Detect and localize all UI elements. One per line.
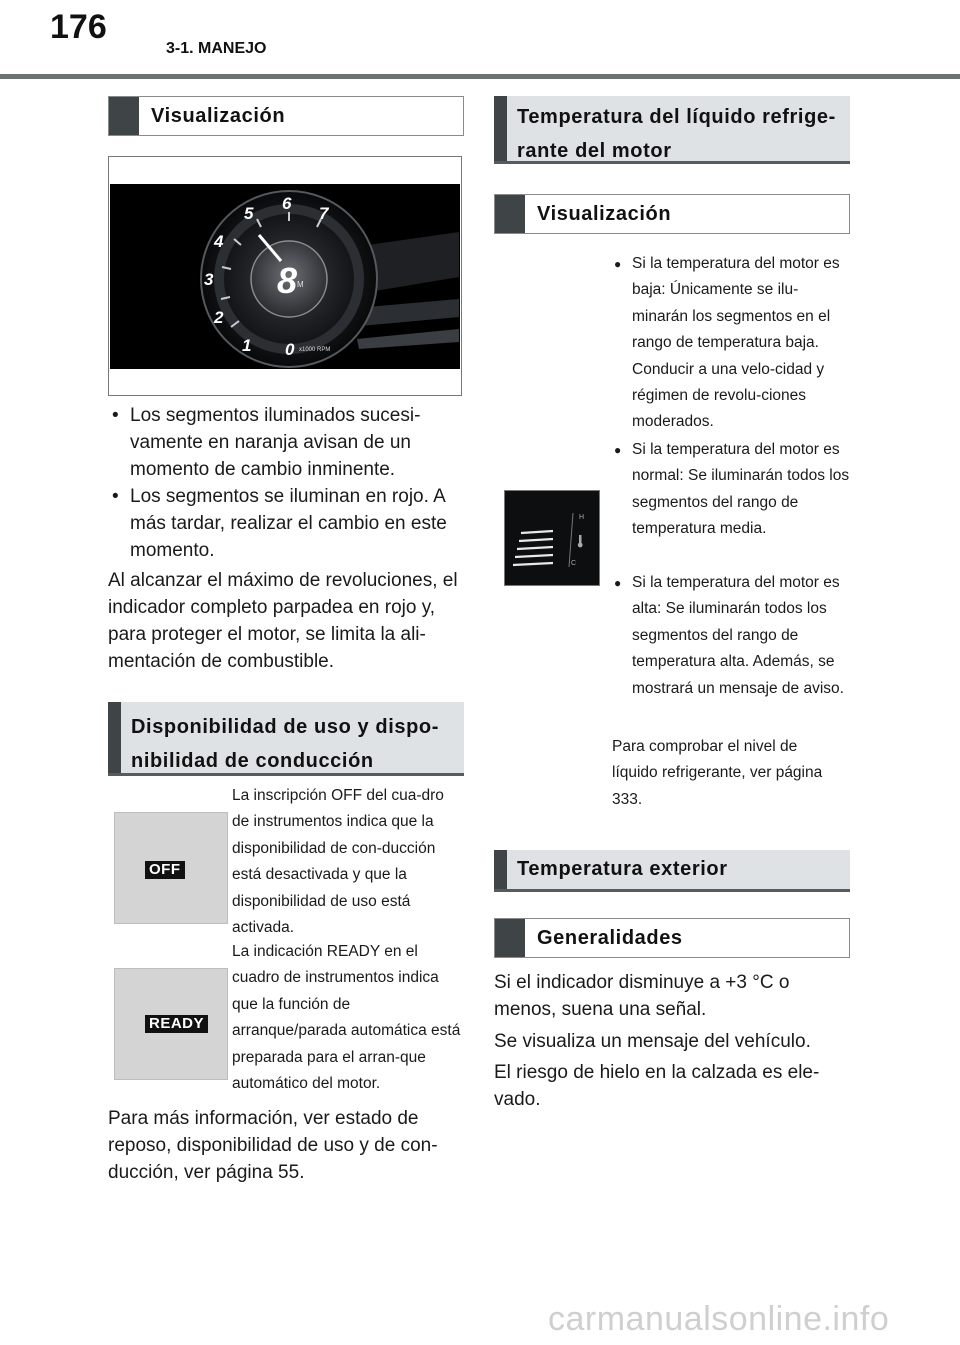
gear-indicator: 8: [277, 260, 298, 301]
watermark: carmanualsonline.info: [548, 1300, 890, 1338]
coolant-note: Para comprobar el nivel de líquido refrigerante, ver página 333.: [612, 738, 823, 808]
right-box-title: [494, 194, 850, 234]
exterior-paragraph-2: Se visualiza un mensaje del vehículo.: [494, 1031, 811, 1052]
off-indicator-image: [114, 812, 228, 924]
right-box2-title: [494, 918, 850, 958]
section-disponibilidad: [108, 702, 464, 776]
gauge-cold-label: C: [571, 560, 577, 567]
ready-indicator-image: [114, 968, 228, 1080]
gauge-hot-label: H: [579, 514, 585, 521]
gear-mode: M: [297, 280, 304, 289]
tacho-tick-1: 1: [242, 336, 252, 355]
left-bullet-1: • Los segmentos iluminados sucesi-vamente en naranja avisan de un momento de cambio inminente.: [112, 405, 421, 480]
tacho-tick-6: 6: [282, 194, 292, 213]
coolant-gauge-image: [504, 490, 600, 586]
left-box-title-text: Visualización: [151, 104, 286, 127]
tacho-tick-0: 0: [285, 340, 295, 359]
left-footer-paragraph: Para más información, ver estado de reposo, disponibilidad de uso y de con-ducción, ver página 55.: [108, 1108, 438, 1183]
tacho-tick-7: 7: [319, 204, 329, 223]
ready-label: READY: [145, 1015, 208, 1033]
section-heading: 3-1. MANEJO: [166, 40, 267, 57]
right-bullet-3: ● Si la temperatura del motor es alta: Se iluminarán todos los segmentos del rango de temperatura alta. Además, se mostrará un mensaje de aviso.: [614, 574, 844, 697]
tacho-tick-3: 3: [204, 270, 214, 289]
section-disponibilidad-title: Disponibilidad de uso y dispo-nibilidad de conducción: [131, 716, 440, 772]
ready-description: La indicación READY en el cuadro de instrumentos indica que la función de arranque/parada automática está preparada para el arran-que automático del motor.: [232, 943, 461, 1093]
exterior-paragraph-1: Si el indicador disminuye a +3 °C o menos, suena una señal.: [494, 972, 790, 1020]
rpm-unit: x1000 RPM: [299, 347, 331, 353]
tacho-tick-5: 5: [244, 204, 254, 223]
left-box-title: [108, 96, 464, 136]
coolant-thermometer-icon: [578, 535, 583, 547]
page-number: 176: [50, 8, 107, 46]
tacho-tick-4: 4: [214, 232, 224, 251]
right-box2-title-text: Generalidades: [537, 926, 683, 949]
left-bullet-2: • Los segmentos se iluminan en rojo. A más tardar, realizar el cambio en este momento.: [112, 486, 447, 561]
section-exterior-temp: [494, 850, 850, 892]
header-rule: [0, 74, 960, 79]
off-label: OFF: [145, 861, 185, 879]
tachometer-figure: [108, 156, 462, 396]
off-description: La inscripción OFF del cua-dro de instrumentos indica que la disponibilidad de con-ducción está desactivada y que la disponibilidad de uso está activada.: [232, 787, 444, 937]
section-exterior-temp-title: Temperatura exterior: [517, 858, 728, 880]
tacho-tick-2: 2: [214, 308, 224, 327]
right-bullet-2: ● Si la temperatura del motor es normal: Se iluminarán todos los segmentos del rango de temperatura media.: [614, 441, 850, 538]
left-paragraph: Al alcanzar el máximo de revoluciones, el indicador completo parpadea en rojo y, para proteger el motor, se limita la ali-mentación de combustible.: [108, 570, 458, 672]
right-box-title-text: Visualización: [537, 202, 672, 225]
exterior-paragraph-3: El riesgo de hielo en la calzada es ele-vado.: [494, 1062, 820, 1110]
section-coolant-temp: [494, 96, 850, 164]
section-coolant-temp-title: Temperatura del líquido refrige-rante del motor: [517, 106, 836, 162]
tachometer-image: [109, 157, 461, 395]
right-bullet-1: ● Si la temperatura del motor es baja: Únicamente se ilu-minarán los segmentos en el rango de temperatura baja. Conducir a una velo-cidad y régimen de revolu-ciones moderados.: [614, 255, 840, 431]
